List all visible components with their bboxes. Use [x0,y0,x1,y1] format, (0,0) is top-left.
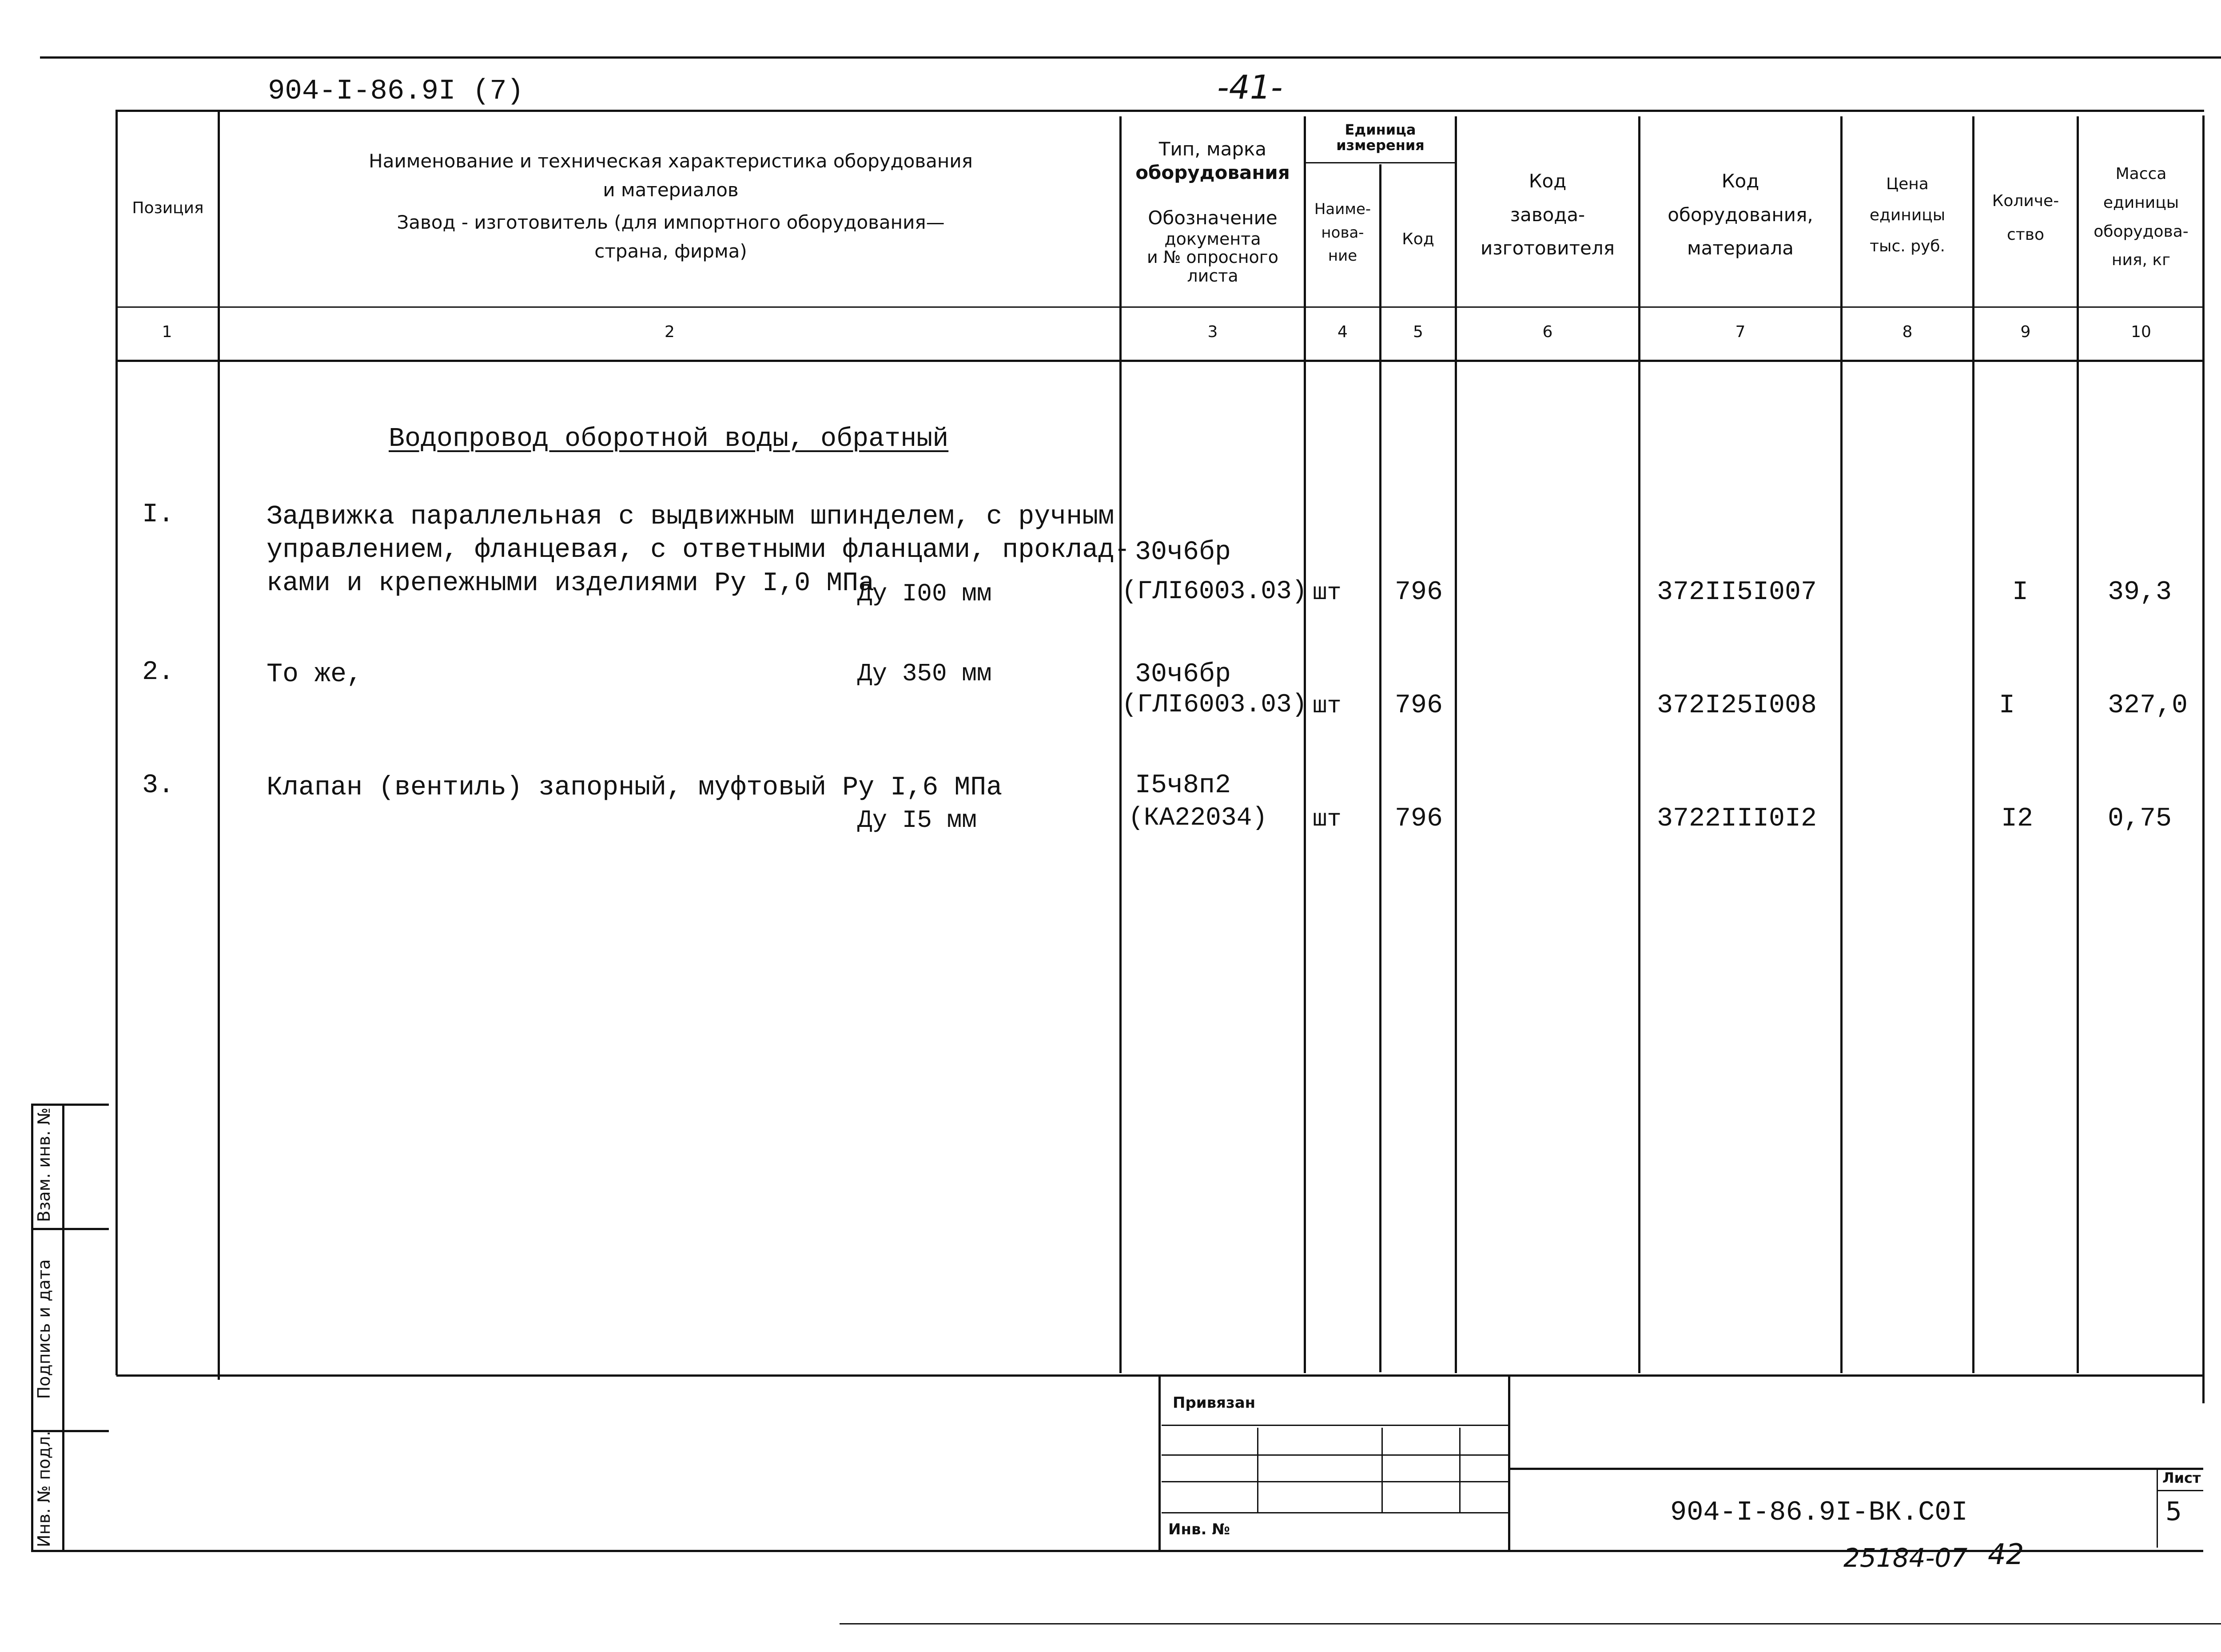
row-3-unit-code: 796 [1395,804,1443,834]
side-label-original-inv: Инв. № подл. [34,1430,54,1548]
row-1-unit: шт [1313,580,1341,607]
column-numbers-separator [116,360,2204,362]
table-left-border [115,110,118,1375]
column-number-8: 8 [1902,323,1913,341]
stamp-attach-right [1508,1377,1510,1550]
header-col-name-line2: и материалов [603,179,739,201]
row-2-material-code: 372I25I008 [1657,691,1817,721]
header-col-type-line3: Обозначение [1148,207,1278,229]
header-separator [116,306,2204,308]
header-col-quantity [1974,184,2077,251]
header-col-type-line1: Тип, марка [1158,138,1267,160]
header-col-type-line6: листа [1187,266,1238,286]
header-col-unit-name-line1: Наиме- [1314,200,1371,218]
side-strip-left [31,1104,33,1550]
sheet-number: 5 [2165,1496,2182,1526]
row-3-mass: 0,75 [2108,804,2172,834]
row-2-unit-code: 796 [1395,691,1443,721]
row-1-name-line2: управлением, фланцевая, с ответными фланцами, проклад- [267,535,1130,565]
unit-group-separator [1305,162,1456,163]
sheet-label: Лист [2162,1469,2201,1486]
header-col-type-line5: и № опросного [1146,247,1279,267]
stamp-line-2 [1162,1454,1508,1456]
row-2-position: 2. [142,657,175,687]
row-2-type: 30ч6бр [1135,659,1231,690]
header-col-mass [2079,160,2203,275]
side-strip-top [31,1104,109,1106]
table-top-border [116,110,2204,112]
column-number-9: 9 [2020,323,2031,341]
stamp-line-4 [1162,1512,1508,1513]
header-col-material-code-line1: Код [1721,170,1759,192]
row-2-mass: 327,0 [2108,691,2188,721]
row-1-size: Ду I00 мм [857,580,992,608]
row-1-type: 30ч6бр [1135,537,1231,568]
header-col-factory-code-line1: Код [1528,170,1567,192]
archive-number: 25184-07 [1843,1543,1968,1573]
side-label-replaced-inv: Взам. инв. № [34,1108,54,1223]
col-divider-6 [1638,116,1640,1373]
side-strip-middle [62,1104,64,1550]
stamp-grid-v1 [1257,1428,1258,1512]
row-1-position: I. [142,500,175,530]
header-col-factory-code [1457,164,1638,265]
row-2-size: Ду 350 мм [857,659,992,688]
header-col-unit-code: Код [1402,230,1434,248]
row-1-quantity: I [2012,577,2029,608]
sheet-box-divider [2157,1490,2203,1491]
column-number-10: 10 [2131,323,2151,341]
row-1-mass: 39,3 [2108,577,2172,608]
row-1-name-line1: Задвижка параллельная с выдвижным шпинделем, с ручным [267,502,1114,532]
header-unit-group-line1: Единица [1345,121,1416,138]
page-number-mark: -41- [1217,68,1283,107]
col-divider-8 [1972,116,1974,1373]
column-number-6: 6 [1542,323,1553,341]
header-col-type-line2: оборудования [1135,161,1290,183]
column-number-1: 1 [162,323,172,341]
col-divider-4 [1379,164,1381,1372]
header-col-position: Позиция [132,199,204,217]
row-2-name-line1: То же, [267,659,363,690]
header-unit-group-line2: измерения [1336,137,1425,154]
header-col-quantity-line1: Количе- [1992,192,2059,210]
page-top-rule [40,56,2221,59]
stamp-grid-v2 [1381,1428,1383,1512]
header-col-material-code-line2: оборудования, [1668,203,1813,226]
row-2-doc: (ГЛI6003.03) [1122,691,1307,719]
header-col-name-line1: Наименование и техническая характеристика оборудования [369,150,973,172]
header-col-unit-name-line3: ние [1328,247,1357,265]
stamp-line-1 [1162,1425,1508,1426]
header-col-mass-line4: ния, кг [2111,251,2171,270]
col-divider-1 [218,110,220,1380]
col-divider-3 [1304,116,1306,1373]
column-number-4: 4 [1337,323,1348,341]
header-col-price-line3: тыс. руб. [1870,237,1945,256]
table-right-border [2202,115,2205,1403]
row-3-quantity: I2 [2001,804,2034,834]
header-col-mass-line2: единицы [2103,193,2179,212]
header-col-unit-name-line2: нова- [1321,223,1364,242]
side-label-signature-date: Подпись и дата [34,1259,54,1399]
header-col-material-code [1640,164,1840,265]
header-col-price-line1: Цена [1886,175,1929,193]
stamp-attach-left [1158,1377,1161,1550]
page-bottom-rule [840,1623,2221,1624]
stamp-attached-label: Привязан [1173,1394,1256,1412]
archive-page: 42 [1988,1538,2024,1571]
row-3-size: Ду I5 мм [857,806,977,834]
bottom-document-code: 904-I-86.9I-ВК.С0I [1670,1497,1968,1528]
col-divider-9 [2077,116,2079,1373]
section-title: Водопровод оборотной воды, обратный [389,424,949,454]
header-col-factory-code-line3: изготовителя [1480,237,1615,259]
row-3-doc: (КА22034) [1128,804,1268,833]
stamp-grid-v3 [1459,1428,1461,1512]
row-2-quantity: I [1999,691,2015,721]
row-1-name-line3: ками и крепежными изделиями Ру I,0 МПа [267,568,875,599]
row-3-unit: шт [1313,806,1341,833]
header-col-name [222,147,1119,266]
row-1-doc: (ГЛI6003.03) [1122,577,1307,606]
top-document-code: 904-I-86.9I (7) [268,75,524,107]
header-col-name-line4: страна, фирма) [594,240,747,262]
title-block-line [1510,1468,2203,1470]
header-col-factory-code-line2: завода- [1510,203,1585,226]
header-unit-group [1306,122,1455,153]
side-strip-divider-1 [31,1228,109,1230]
sheet-box-left [2157,1470,2158,1548]
col-divider-5 [1455,116,1457,1373]
header-col-mass-line3: оборудова- [2094,222,2189,241]
row-3-material-code: 3722III0I2 [1657,804,1817,834]
stamp-inv-label: Инв. № [1168,1521,1230,1538]
header-col-quantity-line2: ство [2006,225,2044,244]
col-divider-2 [1119,116,1122,1373]
row-3-name-line1: Клапан (вентиль) запорный, муфтовый Ру I,6 МПа [267,773,1003,803]
header-col-price [1843,169,1972,262]
header-col-type-line4: документа [1164,229,1261,249]
header-col-material-code-line3: материала [1687,237,1794,259]
header-col-unit-name [1306,198,1379,268]
col-divider-7 [1840,116,1843,1373]
header-col-name-line3: Завод - изготовитель (для импортного оборудования— [397,211,945,234]
row-1-unit-code: 796 [1395,577,1443,608]
column-number-2: 2 [665,323,675,341]
stamp-line-3 [1162,1481,1508,1482]
column-number-7: 7 [1735,323,1746,341]
column-number-5: 5 [1413,323,1423,341]
row-1-material-code: 372II5I007 [1657,577,1817,608]
header-col-type [1122,138,1304,286]
row-2-unit: шт [1313,693,1341,720]
header-col-mass-line1: Масса [2115,165,2167,183]
row-3-position: 3. [142,770,175,801]
header-col-price-line2: единицы [1869,206,1946,225]
column-number-3: 3 [1207,323,1218,341]
row-3-type: I5ч8п2 [1135,770,1231,801]
